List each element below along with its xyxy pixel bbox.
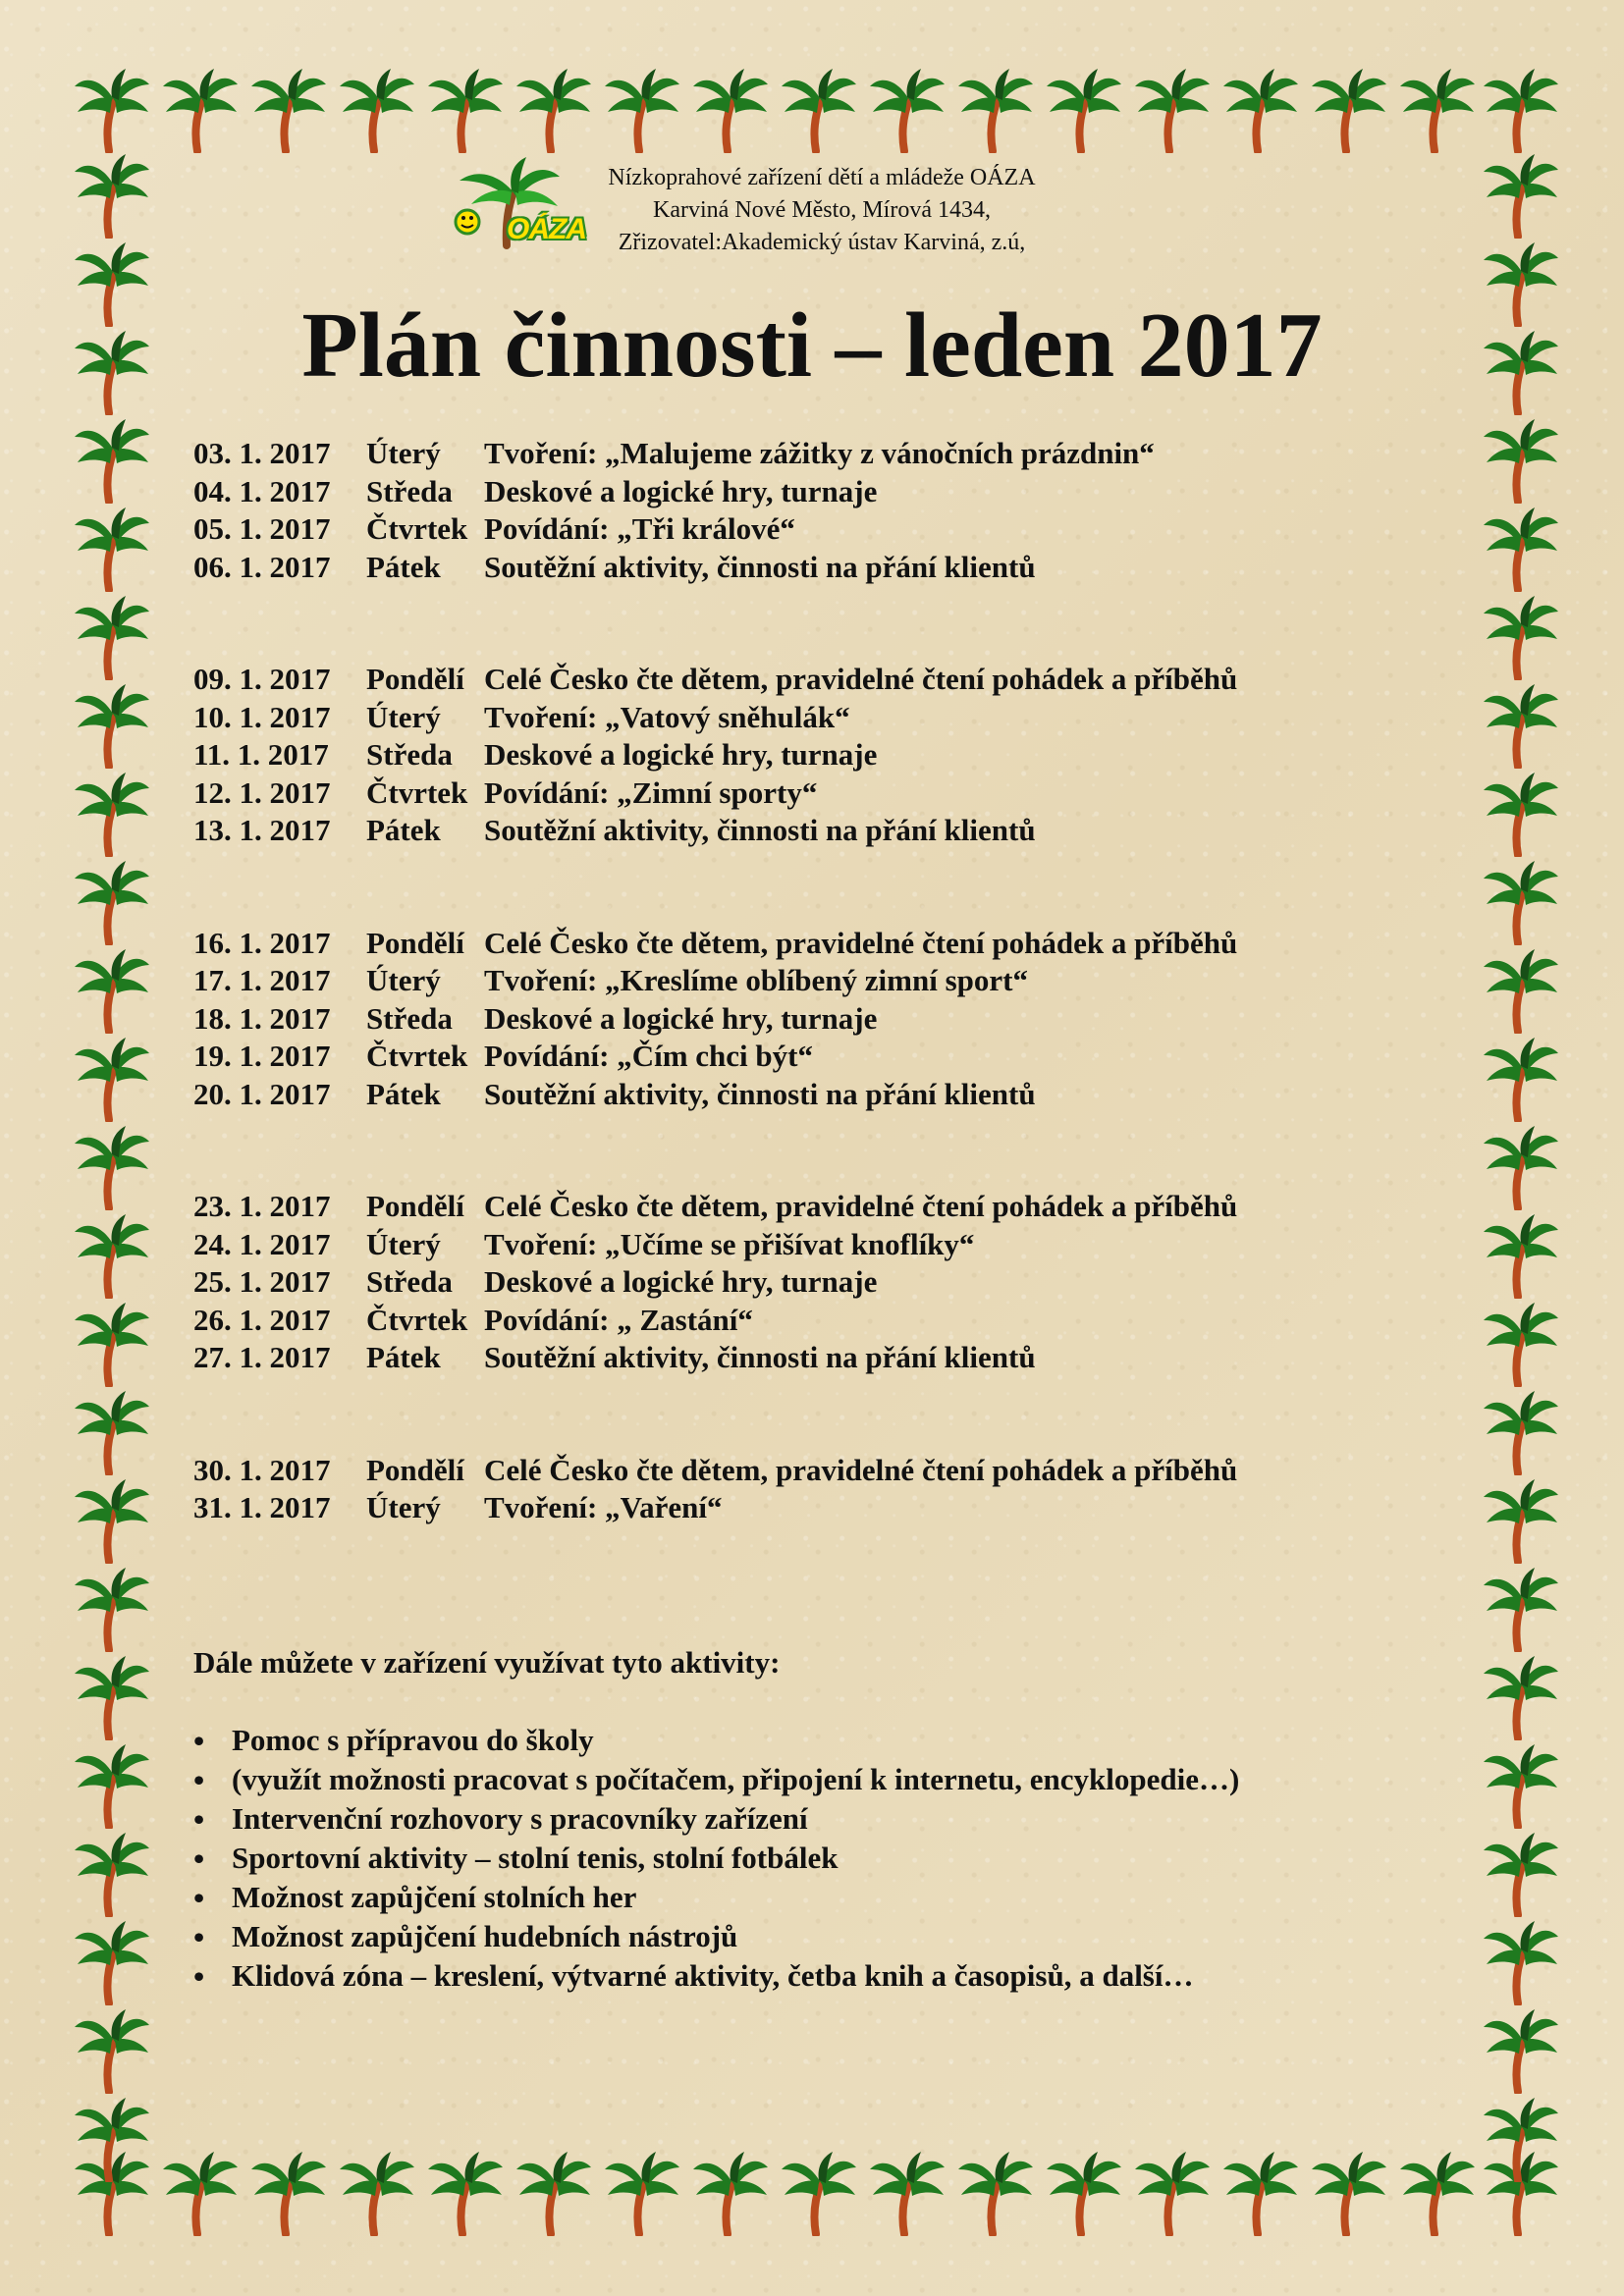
schedule-activity: Soutěžní aktivity, činnosti na přání klientů xyxy=(484,1076,1036,1111)
schedule-date: 18. 1. 2017 xyxy=(193,1000,331,1036)
additional-activity-item: • Pomoc s přípravou do školy xyxy=(193,1721,1352,1760)
palm-tree-icon xyxy=(1483,1301,1559,1387)
schedule-date: 13. 1. 2017 xyxy=(193,813,331,847)
schedule-activity: Celé Česko čte dětem, pravidelné čtení pohádek a příběhů xyxy=(484,925,1238,960)
schedule-activity: Povídání: „Čím chci být“ xyxy=(484,1039,813,1073)
schedule-day: Středa xyxy=(366,1264,453,1299)
schedule-row xyxy=(193,1489,1352,1527)
palm-tree-icon xyxy=(1483,417,1559,504)
palm-tree-icon xyxy=(1483,947,1559,1034)
palm-tree-icon xyxy=(1222,2150,1299,2236)
additional-activities-list xyxy=(193,1721,1352,1996)
logo-wordmark: OÁZA xyxy=(507,213,586,245)
palm-tree-icon xyxy=(869,2150,946,2236)
schedule-day: Úterý xyxy=(366,1226,441,1261)
schedule-activity: Deskové a logické hry, turnaje xyxy=(484,737,878,772)
palm-tree-icon xyxy=(869,67,946,153)
schedule-date: 20. 1. 2017 xyxy=(193,1076,331,1111)
schedule-date: 17. 1. 2017 xyxy=(193,963,331,997)
schedule-activity: Povídání: „Tři králové“ xyxy=(484,511,795,546)
palm-tree-icon xyxy=(515,2150,592,2236)
schedule-activity: Soutěžní aktivity, činnosti na přání klientů xyxy=(484,813,1036,847)
schedule-activity: Celé Česko čte dětem, pravidelné čtení pohádek a příběhů xyxy=(484,1452,1238,1487)
additional-activity-note: • (využít možnosti pracovat s počítačem, připojení k internetu, encyklopedie…) xyxy=(193,1760,1352,1799)
palm-tree-icon xyxy=(692,67,769,153)
schedule-date: 11. 1. 2017 xyxy=(193,737,329,772)
schedule-date: 24. 1. 2017 xyxy=(193,1226,331,1261)
schedule-day: Čtvrtek xyxy=(366,511,468,546)
schedule-activity: Povídání: „Zimní sporty“ xyxy=(484,774,818,810)
schedule-day: Úterý xyxy=(366,699,441,734)
schedule-date: 04. 1. 2017 xyxy=(193,473,331,508)
palm-tree-icon xyxy=(74,506,150,592)
schedule-day: Čtvrtek xyxy=(366,1302,468,1337)
additional-activities-heading: Dále můžete v zařízení využívat tyto aktivity: xyxy=(193,1645,781,1680)
organization-location: Karviná Nové Město, Mírová 1434, xyxy=(653,197,991,223)
schedule-activity: Tvoření: „Vatový sněhulák“ xyxy=(484,699,850,734)
schedule-date: 19. 1. 2017 xyxy=(193,1039,331,1073)
organization-founder: Zřizovatel:Akademický ústav Karviná, z.ú, xyxy=(618,230,1026,255)
additional-activity-item: • Možnost zapůjčení hudebních nástrojů xyxy=(193,1917,1352,1956)
palm-tree-icon xyxy=(1483,2096,1559,2182)
palm-tree-icon xyxy=(1046,67,1122,153)
schedule-day: Pondělí xyxy=(366,1189,464,1223)
palm-tree-icon xyxy=(1399,67,1476,153)
schedule-row xyxy=(193,925,1352,963)
schedule-activity: Celé Česko čte dětem, pravidelné čtení pohádek a příběhů xyxy=(484,1189,1238,1223)
palm-tree-icon xyxy=(339,2150,415,2236)
palm-tree-icon xyxy=(74,1389,150,1475)
schedule-activity: Soutěžní aktivity, činnosti na přání klientů xyxy=(484,549,1036,584)
schedule-row xyxy=(193,1452,1352,1490)
palm-tree-icon xyxy=(1311,67,1387,153)
schedule-week-4 xyxy=(193,1188,1352,1377)
schedule-day: Úterý xyxy=(366,436,441,470)
palm-tree-icon xyxy=(74,152,150,239)
palm-tree-icon xyxy=(74,1566,150,1652)
schedule-date: 03. 1. 2017 xyxy=(193,436,331,470)
schedule-day: Pátek xyxy=(366,1340,441,1374)
schedule-day: Středa xyxy=(366,473,453,508)
schedule-activity: Deskové a logické hry, turnaje xyxy=(484,1000,878,1036)
palm-tree-icon xyxy=(957,67,1034,153)
schedule-row xyxy=(193,1000,1352,1039)
schedule-date: 06. 1. 2017 xyxy=(193,549,331,584)
schedule-day: Pondělí xyxy=(366,1452,464,1487)
schedule-date: 16. 1. 2017 xyxy=(193,925,331,960)
schedule-day: Pondělí xyxy=(366,662,464,696)
schedule-date: 23. 1. 2017 xyxy=(193,1189,331,1223)
palm-tree-icon xyxy=(339,67,415,153)
palm-tree-icon xyxy=(1483,506,1559,592)
schedule-activity: Deskové a logické hry, turnaje xyxy=(484,1264,878,1299)
schedule-activity: Deskové a logické hry, turnaje xyxy=(484,473,878,508)
schedule-date: 27. 1. 2017 xyxy=(193,1340,331,1374)
schedule-activity: Tvoření: „Vaření“ xyxy=(484,1490,723,1524)
palm-tree-icon xyxy=(74,417,150,504)
schedule-row xyxy=(193,736,1352,774)
palm-tree-icon xyxy=(250,2150,327,2236)
schedule-day: Čtvrtek xyxy=(366,774,468,810)
schedule-week-3 xyxy=(193,925,1352,1114)
schedule-activity: Tvoření: „Malujeme zážitky z vánočních prázdnin“ xyxy=(484,436,1155,470)
palm-tree-icon xyxy=(692,2150,769,2236)
palm-tree-icon xyxy=(74,1919,150,2005)
schedule-activity: Povídání: „ Zastání“ xyxy=(484,1302,753,1337)
palm-tree-icon xyxy=(1134,2150,1211,2236)
schedule-row xyxy=(193,510,1352,549)
schedule-row xyxy=(193,473,1352,511)
palm-tree-icon xyxy=(74,67,150,153)
palm-tree-icon xyxy=(1483,1566,1559,1652)
schedule-row xyxy=(193,1263,1352,1302)
schedule-day: Pátek xyxy=(366,813,441,847)
organization-address xyxy=(562,162,1082,259)
palm-tree-icon xyxy=(74,947,150,1034)
schedule-date: 25. 1. 2017 xyxy=(193,1264,331,1299)
palm-tree-icon xyxy=(1222,67,1299,153)
schedule-day: Pondělí xyxy=(366,925,464,960)
schedule-week-5 xyxy=(193,1452,1352,1527)
schedule-date: 10. 1. 2017 xyxy=(193,699,331,734)
palm-tree-icon xyxy=(1483,1036,1559,1122)
schedule-row xyxy=(193,1038,1352,1076)
schedule-row xyxy=(193,1302,1352,1340)
palm-tree-icon xyxy=(1134,67,1211,153)
schedule-row xyxy=(193,1339,1352,1377)
palm-tree-icon xyxy=(74,2096,150,2182)
palm-tree-icon xyxy=(604,2150,680,2236)
schedule-week-1 xyxy=(193,435,1352,586)
schedule-week-2 xyxy=(193,661,1352,850)
palm-tree-icon xyxy=(1483,2007,1559,2094)
schedule-row xyxy=(193,1076,1352,1114)
schedule-activity: Soutěžní aktivity, činnosti na přání klientů xyxy=(484,1340,1036,1374)
palm-tree-icon xyxy=(427,2150,504,2236)
schedule-date: 31. 1. 2017 xyxy=(193,1490,331,1524)
palm-tree-icon xyxy=(74,1742,150,1829)
palm-tree-icon xyxy=(1483,1212,1559,1299)
palm-tree-icon xyxy=(74,1212,150,1299)
additional-activities xyxy=(193,1643,1352,1996)
schedule-date: 05. 1. 2017 xyxy=(193,511,331,546)
schedule-row xyxy=(193,774,1352,813)
palm-tree-icon xyxy=(1046,2150,1122,2236)
palm-tree-icon xyxy=(1399,2150,1476,2236)
schedule-date: 26. 1. 2017 xyxy=(193,1302,331,1337)
schedule-day: Pátek xyxy=(366,549,441,584)
palm-tree-icon xyxy=(74,1301,150,1387)
palm-tree-icon xyxy=(250,67,327,153)
palm-tree-icon xyxy=(1483,1654,1559,1740)
palm-tree-icon xyxy=(1483,1124,1559,1210)
palm-tree-icon xyxy=(781,67,857,153)
palm-tree-icon xyxy=(162,2150,239,2236)
additional-activity-item: • Sportovní aktivity – stolní tenis, stolní fotbálek xyxy=(193,1839,1352,1878)
schedule-day: Úterý xyxy=(366,1490,441,1524)
palm-tree-icon xyxy=(74,594,150,680)
page-title: Plán činnosti – leden 2017 xyxy=(301,294,1323,397)
schedule-day: Středa xyxy=(366,1000,453,1036)
schedule-day: Pátek xyxy=(366,1076,441,1111)
palm-tree-icon xyxy=(74,1477,150,1564)
palm-tree-icon xyxy=(1483,152,1559,239)
palm-tree-icon xyxy=(604,67,680,153)
schedule-row xyxy=(193,661,1352,699)
additional-activity-item: • Možnost zapůjčení stolních her xyxy=(193,1878,1352,1917)
palm-tree-icon xyxy=(781,2150,857,2236)
schedule-row xyxy=(193,1226,1352,1264)
palm-tree-icon xyxy=(74,682,150,769)
palm-tree-icon xyxy=(74,2007,150,2094)
palm-tree-icon xyxy=(74,859,150,945)
activity-schedule xyxy=(193,435,1352,1602)
palm-tree-icon xyxy=(1483,859,1559,945)
organization-name: Nízkoprahové zařízení dětí a mládeže OÁZA xyxy=(608,165,1036,190)
palm-tree-icon xyxy=(1483,1831,1559,1917)
schedule-day: Úterý xyxy=(366,963,441,997)
palm-tree-icon xyxy=(74,1036,150,1122)
palm-tree-icon xyxy=(515,67,592,153)
palm-tree-icon xyxy=(74,1831,150,1917)
palm-tree-icon xyxy=(74,1124,150,1210)
schedule-day: Čtvrtek xyxy=(366,1039,468,1073)
palm-tree-icon xyxy=(74,771,150,857)
palm-tree-icon xyxy=(1483,67,1559,153)
schedule-activity: Celé Česko čte dětem, pravidelné čtení pohádek a příběhů xyxy=(484,662,1238,696)
schedule-row xyxy=(193,549,1352,587)
palm-tree-icon xyxy=(74,1654,150,1740)
palm-tree-icon xyxy=(1483,1919,1559,2005)
organization-header xyxy=(452,157,1080,255)
additional-activity-item: • Klidová zóna – kreslení, výtvarné aktivity, četba knih a časopisů, a další… xyxy=(193,1956,1352,1996)
additional-activity-item: • Intervenční rozhovory s pracovníky zařízení xyxy=(193,1799,1352,1839)
schedule-row xyxy=(193,812,1352,850)
schedule-activity: Tvoření: „Učíme se přišívat knoflíky“ xyxy=(484,1226,975,1261)
schedule-row xyxy=(193,1188,1352,1226)
schedule-activity: Tvoření: „Kreslíme oblíbený zimní sport“ xyxy=(484,963,1028,997)
schedule-date: 30. 1. 2017 xyxy=(193,1452,331,1487)
schedule-date: 12. 1. 2017 xyxy=(193,774,331,810)
schedule-row xyxy=(193,962,1352,1000)
schedule-date: 09. 1. 2017 xyxy=(193,662,331,696)
palm-tree-icon xyxy=(1483,1389,1559,1475)
palm-tree-icon xyxy=(1483,682,1559,769)
palm-tree-icon xyxy=(1483,1477,1559,1564)
palm-tree-icon xyxy=(427,67,504,153)
palm-tree-icon xyxy=(1311,2150,1387,2236)
schedule-row xyxy=(193,435,1352,473)
schedule-day: Středa xyxy=(366,737,453,772)
oaza-logo xyxy=(452,157,586,255)
palm-tree-icon xyxy=(1483,1742,1559,1829)
palm-tree-icon xyxy=(1483,594,1559,680)
palm-tree-icon xyxy=(1483,771,1559,857)
palm-tree-icon xyxy=(162,67,239,153)
schedule-row xyxy=(193,699,1352,737)
palm-tree-icon xyxy=(957,2150,1034,2236)
